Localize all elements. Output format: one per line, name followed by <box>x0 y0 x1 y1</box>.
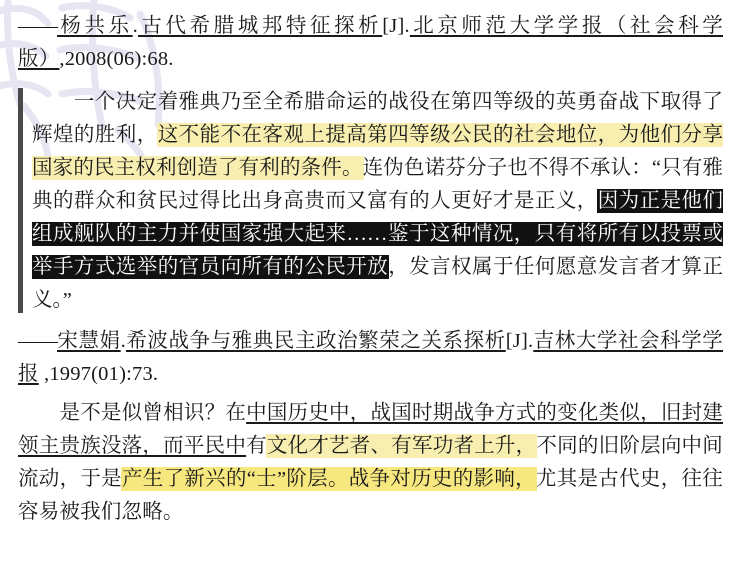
closing-segment-6: 尤其是古代史，往往容易被我们忽略。 <box>18 468 723 523</box>
closing-segment-1: 中国历史中，战国时期战争方式的变化类似，旧封建领主贵族没落，而平民中 <box>18 402 723 457</box>
citation-two <box>18 325 723 391</box>
citation-two-dash: —— <box>18 330 57 352</box>
quote-text <box>32 86 723 317</box>
quote-block <box>18 86 723 317</box>
closing-segment-2: 有 <box>246 435 267 457</box>
citation-one-journal: 北京师范大学学报（社会科学版） <box>18 15 723 70</box>
closing-paragraph <box>18 397 723 529</box>
citation-two-author: 宋慧娟 <box>57 330 121 352</box>
citation-one <box>18 10 723 76</box>
quote-segment-4: ，发言权属于任何愿意发言者才算正义。” <box>32 256 723 311</box>
citation-one-type: [J] <box>382 15 405 37</box>
citation-two-detail: ,1997(01):73. <box>38 363 159 385</box>
quote-segment-3: 因为正是他们组成舰队的主力并使国家强大起来……鉴于这种情况，只有将所有以投票或举手方式选举的官员向所有的公民开放 <box>32 190 723 278</box>
citation-two-type: [J] <box>505 330 528 352</box>
quote-segment-0: 一个决定着雅典乃至全希腊命运的战役在第四等级的英勇奋战下取得了辉煌的胜利， <box>32 91 723 146</box>
citation-two-sep1: . <box>120 330 126 352</box>
citation-one-title: 古代希腊城邦特征探析 <box>137 15 383 37</box>
citation-one-detail: ,2008(06):68. <box>59 48 174 70</box>
quote-segment-2: 连伪色诺芬分子也不得不承认：“只有雅典的群众和贫民过得比出身高贵而又富有的人更好才是正义， <box>32 157 723 212</box>
closing-segment-3: 文化才艺者、有军功者上升， <box>266 435 537 457</box>
closing-segment-0: 是不是似曾相识？在 <box>18 402 247 424</box>
citation-two-journal: 吉林大学社会科学学报 <box>18 330 723 385</box>
quote-segment-1: 这不能不在客观上提高第四等级公民的社会地位，为他们分享国家的民主权利创造了有利的条件。 <box>32 124 723 179</box>
closing-segment-4: 不同的旧阶层向中间流动，于是 <box>18 435 723 490</box>
citation-one-author: 杨共乐 <box>57 15 133 37</box>
citation-two-sep2: . <box>527 330 534 352</box>
citation-two-title: 希波战争与雅典民主政治繁荣之关系探析 <box>125 330 506 352</box>
citation-one-sep1: . <box>132 15 138 37</box>
citation-one-dash: —— <box>18 15 57 37</box>
citation-one-sep2: . <box>404 15 410 37</box>
quote-vertical-rule <box>18 88 23 313</box>
closing-segment-5: 产生了新兴的“士”阶层。战争对历史的影响， <box>121 468 536 490</box>
